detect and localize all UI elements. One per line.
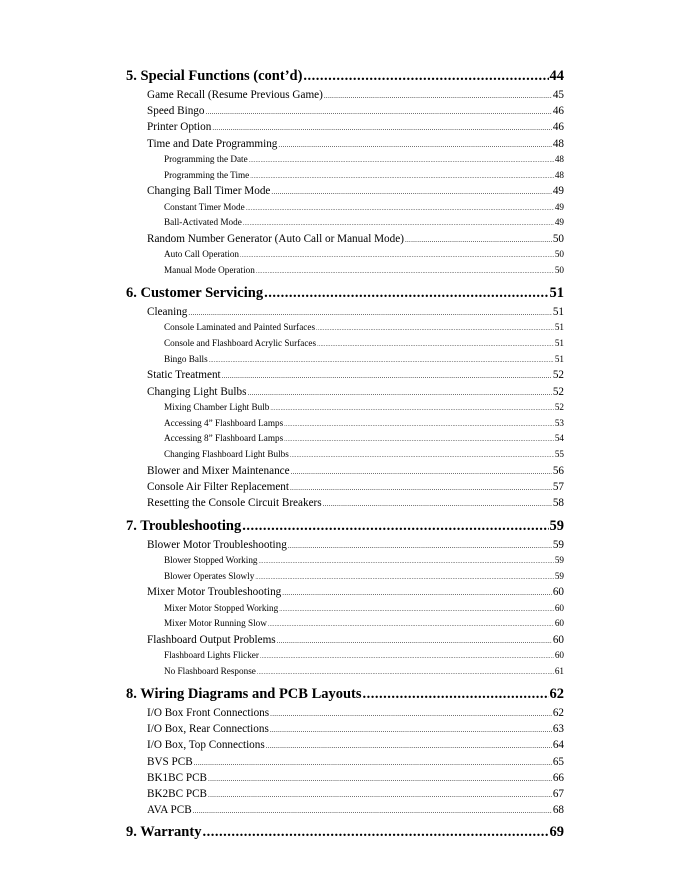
toc-entry-title: Flashboard Lights Flicker bbox=[164, 650, 259, 661]
dot-leader bbox=[290, 480, 552, 496]
dot-leader bbox=[268, 618, 554, 634]
toc-page-number: 57 bbox=[552, 481, 564, 494]
toc-entry-title: Game Recall (Resume Previous Game) bbox=[147, 89, 323, 101]
dot-leader bbox=[278, 137, 551, 153]
toc-subentry[interactable] bbox=[126, 705, 564, 721]
toc-page-number: 62 bbox=[552, 706, 564, 719]
toc-subsubentry[interactable] bbox=[126, 320, 564, 336]
dot-leader bbox=[247, 385, 551, 401]
toc-page-number: 49 bbox=[554, 201, 564, 212]
toc-entry-title: Blower and Mixer Maintenance bbox=[147, 465, 290, 478]
dot-leader bbox=[257, 666, 554, 682]
toc-subentry[interactable] bbox=[126, 136, 564, 152]
dot-leader bbox=[270, 722, 552, 738]
toc-page-number: 66 bbox=[552, 771, 564, 784]
toc-page-number: 60 bbox=[554, 618, 564, 629]
dot-leader bbox=[303, 66, 548, 87]
toc-subsubentry[interactable] bbox=[126, 431, 564, 447]
dot-leader bbox=[291, 464, 552, 480]
toc-subsubentry[interactable] bbox=[126, 447, 564, 463]
toc-subsubentry[interactable] bbox=[126, 200, 564, 216]
toc-page-number: 52 bbox=[554, 401, 564, 412]
toc-subsubentry[interactable] bbox=[126, 601, 564, 617]
toc-entry-title: Console Laminated and Painted Surfaces bbox=[164, 322, 316, 333]
toc-subentry[interactable] bbox=[126, 632, 564, 648]
toc-entry-title: BK1BC PCB bbox=[147, 771, 208, 784]
toc-subentry[interactable] bbox=[126, 183, 564, 199]
toc-page-number: 55 bbox=[554, 449, 564, 460]
toc-subentry[interactable] bbox=[126, 87, 564, 103]
toc-page-number: 60 bbox=[552, 586, 564, 599]
toc-subentry[interactable] bbox=[126, 786, 564, 802]
toc-page-number: 69 bbox=[549, 824, 564, 841]
dot-leader bbox=[208, 771, 552, 787]
toc-page-number: 63 bbox=[552, 723, 564, 736]
toc-page-number: 46 bbox=[552, 105, 564, 118]
toc-page-number: 53 bbox=[554, 417, 564, 428]
dot-leader bbox=[271, 184, 551, 200]
dot-leader bbox=[284, 433, 554, 449]
toc-subentry[interactable] bbox=[126, 479, 564, 495]
toc-subsubentry[interactable] bbox=[126, 400, 564, 416]
toc-section-heading[interactable] bbox=[126, 822, 564, 843]
dot-leader bbox=[284, 418, 554, 434]
toc-entry-title: Mixer Motor Running Slow bbox=[164, 618, 267, 629]
toc-page-number: 50 bbox=[554, 249, 564, 260]
toc-entry-title: I/O Box Front Connections bbox=[147, 706, 270, 719]
dot-leader bbox=[212, 120, 551, 136]
toc-subsubentry[interactable] bbox=[126, 664, 564, 680]
dot-leader bbox=[264, 283, 548, 304]
toc-subentry[interactable] bbox=[126, 463, 564, 479]
toc-page-number: 52 bbox=[552, 369, 564, 382]
toc-entry-title: Accessing 8” Flashboard Lamps bbox=[164, 433, 284, 444]
toc-entry-title: I/O Box, Rear Connections bbox=[147, 723, 269, 736]
toc-subsubentry[interactable] bbox=[126, 168, 564, 184]
toc-page-number: 58 bbox=[552, 497, 564, 510]
dot-leader bbox=[260, 650, 554, 666]
toc-subentry[interactable] bbox=[126, 231, 564, 247]
toc-page-number: 51 bbox=[554, 322, 564, 333]
dot-leader bbox=[246, 202, 554, 218]
toc-subsubentry[interactable] bbox=[126, 553, 564, 569]
dot-leader bbox=[222, 368, 552, 384]
dot-leader bbox=[317, 338, 554, 354]
toc-subentry[interactable] bbox=[126, 367, 564, 383]
toc-entry-title: Console Air Filter Replacement bbox=[147, 481, 289, 494]
toc-entry-title: Mixing Chamber Light Bulb bbox=[164, 401, 270, 412]
toc-page-number: 64 bbox=[552, 739, 564, 752]
toc-section-heading[interactable] bbox=[126, 283, 564, 304]
toc-entry-title: Time and Date Programming bbox=[147, 137, 278, 150]
toc-subentry[interactable] bbox=[126, 770, 564, 786]
toc-page-number: 45 bbox=[552, 89, 564, 101]
toc-subsubentry[interactable] bbox=[126, 263, 564, 279]
toc-subentry[interactable] bbox=[126, 737, 564, 753]
toc-section-heading[interactable] bbox=[126, 66, 564, 87]
dot-leader bbox=[202, 822, 548, 843]
toc-entry-title: 5. Special Functions (cont’d) bbox=[126, 68, 303, 84]
toc-entry-title: AVA PCB bbox=[147, 804, 192, 817]
dot-leader bbox=[288, 538, 552, 554]
toc-entry-title: Changing Flashboard Light Bulbs bbox=[164, 449, 289, 460]
toc-entry-title: Printer Option bbox=[147, 121, 212, 134]
toc-page-number: 49 bbox=[552, 185, 564, 198]
dot-leader bbox=[255, 571, 553, 587]
dot-leader bbox=[188, 305, 551, 321]
toc-entry-title: 6. Customer Servicing bbox=[126, 284, 264, 301]
dot-leader bbox=[240, 249, 554, 265]
dot-leader bbox=[282, 585, 552, 601]
toc-page-number: 60 bbox=[554, 650, 564, 661]
toc-entry-title: Manual Mode Operation bbox=[164, 265, 255, 276]
toc-subsubentry[interactable] bbox=[126, 352, 564, 368]
toc-section-heading[interactable] bbox=[126, 516, 564, 537]
dot-leader bbox=[405, 232, 552, 248]
dot-leader bbox=[290, 449, 554, 465]
toc-subsubentry[interactable] bbox=[126, 569, 564, 585]
dot-leader bbox=[259, 555, 554, 571]
toc-page-number: 48 bbox=[554, 169, 564, 180]
toc-page-number: 48 bbox=[554, 153, 564, 164]
toc-entry-title: Auto Call Operation bbox=[164, 249, 240, 260]
dot-leader bbox=[256, 265, 554, 281]
dot-leader bbox=[324, 88, 552, 104]
toc-subentry[interactable] bbox=[126, 495, 564, 511]
toc-subsubentry[interactable] bbox=[126, 215, 564, 231]
toc-subentry[interactable] bbox=[126, 754, 564, 770]
dot-leader bbox=[193, 803, 552, 819]
toc-page-number: 59 bbox=[554, 554, 564, 565]
dot-leader bbox=[323, 496, 552, 512]
toc-entry-title: Speed Bingo bbox=[147, 105, 205, 118]
toc-entry-title: Mixer Motor Troubleshooting bbox=[147, 586, 282, 599]
toc-page-number: 59 bbox=[549, 517, 564, 534]
toc-subsubentry[interactable] bbox=[126, 616, 564, 632]
toc-page-number: 51 bbox=[549, 284, 564, 301]
toc-page-number: 59 bbox=[552, 538, 564, 551]
toc-entry-title: Bingo Balls bbox=[164, 353, 208, 364]
toc-page-number: 51 bbox=[554, 337, 564, 348]
toc-subentry[interactable] bbox=[126, 119, 564, 135]
toc-entry-title: 9. Warranty bbox=[126, 824, 202, 841]
toc-subsubentry[interactable] bbox=[126, 336, 564, 352]
dot-leader bbox=[208, 787, 552, 803]
dot-leader bbox=[209, 354, 554, 370]
toc-subentry[interactable] bbox=[126, 721, 564, 737]
dot-leader bbox=[194, 755, 552, 771]
toc-entry-title: Flashboard Output Problems bbox=[147, 634, 276, 647]
toc-page-number: 49 bbox=[554, 217, 564, 228]
toc-subsubentry[interactable] bbox=[126, 247, 564, 263]
toc-subsubentry[interactable] bbox=[126, 648, 564, 664]
toc-entry-title: BVS PCB bbox=[147, 755, 193, 768]
dot-leader bbox=[249, 154, 554, 170]
toc-page-number: 67 bbox=[552, 787, 564, 800]
toc-entry-title: 7. Troubleshooting bbox=[126, 517, 242, 534]
toc-page-number: 60 bbox=[552, 634, 564, 647]
toc-page-number: 62 bbox=[549, 685, 564, 702]
toc-entry-title: BK2BC PCB bbox=[147, 787, 208, 800]
dot-leader bbox=[270, 402, 553, 418]
toc-entry-title: Console and Flashboard Acrylic Surfaces bbox=[164, 337, 317, 348]
dot-leader bbox=[277, 633, 552, 649]
toc-page-number: 50 bbox=[552, 233, 564, 246]
toc-subentry[interactable] bbox=[126, 103, 564, 119]
toc-entry-title: 8. Wiring Diagrams and PCB Layouts bbox=[126, 685, 362, 702]
toc-subentry[interactable] bbox=[126, 802, 564, 818]
toc-page-number: 68 bbox=[552, 804, 564, 817]
dot-leader bbox=[206, 104, 552, 120]
toc-entry-title: I/O Box, Top Connections bbox=[147, 739, 265, 752]
dot-leader bbox=[250, 170, 554, 186]
toc-entry-title: Programming the Date bbox=[164, 153, 248, 164]
toc-entry-title: Ball-Activated Mode bbox=[164, 217, 242, 228]
dot-leader bbox=[279, 603, 554, 619]
toc-page-number: 51 bbox=[552, 305, 564, 318]
toc-page-number: 54 bbox=[554, 433, 564, 444]
toc-page-number: 61 bbox=[554, 666, 564, 677]
dot-leader bbox=[266, 738, 552, 754]
toc-entry-title: Mixer Motor Stopped Working bbox=[164, 602, 279, 613]
toc-subentry[interactable] bbox=[126, 537, 564, 553]
toc-subentry[interactable] bbox=[126, 384, 564, 400]
toc-subsubentry[interactable] bbox=[126, 416, 564, 432]
toc-page-number: 51 bbox=[554, 353, 564, 364]
toc-page-number: 65 bbox=[552, 755, 564, 768]
toc-page-number: 50 bbox=[554, 265, 564, 276]
toc-page-number: 52 bbox=[552, 385, 564, 398]
toc-page-number: 44 bbox=[549, 68, 564, 84]
toc-page-number: 56 bbox=[552, 465, 564, 478]
dot-leader bbox=[316, 322, 554, 338]
toc-subsubentry[interactable] bbox=[126, 152, 564, 168]
toc-entry-title: Blower Operates Slowly bbox=[164, 570, 255, 581]
toc-subentry[interactable] bbox=[126, 304, 564, 320]
toc-entry-title: Programming the Time bbox=[164, 169, 250, 180]
toc-entry-title: Constant Timer Mode bbox=[164, 201, 245, 212]
toc-entry-title: No Flashboard Response bbox=[164, 666, 256, 677]
toc-entry-title: Resetting the Console Circuit Breakers bbox=[147, 497, 322, 510]
toc-subentry[interactable] bbox=[126, 584, 564, 600]
toc-page-number: 46 bbox=[552, 121, 564, 134]
toc-entry-title: Accessing 4” Flashboard Lamps bbox=[164, 417, 284, 428]
toc-entry-title: Changing Light Bulbs bbox=[147, 385, 247, 398]
dot-leader bbox=[270, 706, 552, 722]
toc-section-heading[interactable] bbox=[126, 684, 564, 705]
toc-page-number: 59 bbox=[554, 570, 564, 581]
toc-page-number: 60 bbox=[554, 602, 564, 613]
toc-entry-title: Cleaning bbox=[147, 305, 188, 318]
toc-entry-title: Changing Ball Timer Mode bbox=[147, 185, 271, 198]
dot-leader bbox=[242, 516, 548, 537]
toc-entry-title: Static Treatment bbox=[147, 369, 221, 382]
table-of-contents bbox=[126, 66, 564, 843]
toc-entry-title: Blower Stopped Working bbox=[164, 554, 258, 565]
dot-leader bbox=[363, 684, 549, 705]
toc-entry-title: Random Number Generator (Auto Call or Manual Mode) bbox=[147, 233, 404, 246]
toc-entry-title: Blower Motor Troubleshooting bbox=[147, 538, 287, 551]
toc-page-number: 48 bbox=[552, 137, 564, 150]
